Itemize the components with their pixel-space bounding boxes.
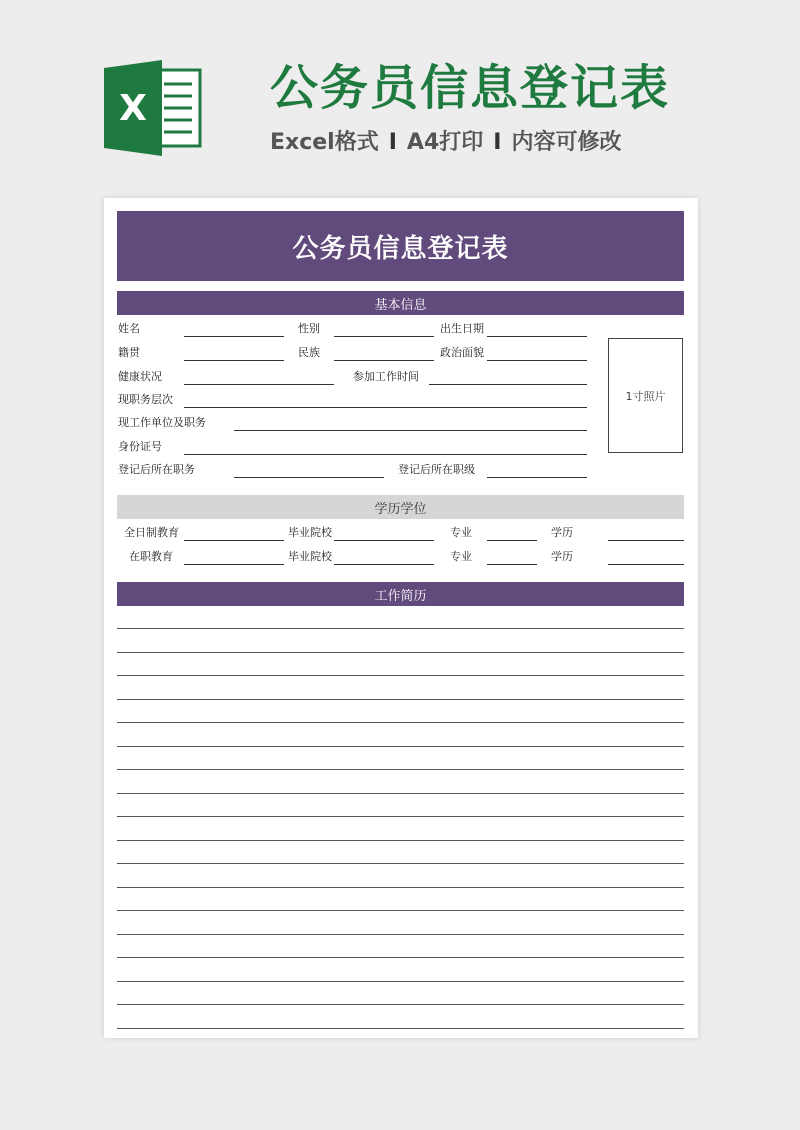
label-current-level: 现职务层次 — [118, 393, 173, 406]
label-name: 姓名 — [118, 322, 140, 335]
field-political[interactable] — [487, 360, 587, 361]
work-history-line[interactable] — [117, 1004, 684, 1005]
field-fulltime-school[interactable] — [334, 540, 434, 541]
label-health: 健康状况 — [118, 370, 162, 383]
label-ethnicity: 民族 — [298, 346, 320, 359]
page-title: 公务员信息登记表 — [270, 60, 671, 116]
work-history-line[interactable] — [117, 746, 684, 747]
label-work-start: 参加工作时间 — [353, 370, 419, 383]
field-onjob-degree[interactable] — [608, 564, 684, 565]
work-history-line[interactable] — [117, 840, 684, 841]
field-gender[interactable] — [334, 336, 434, 337]
subtitle-separator: I — [388, 130, 397, 155]
label-current-unit: 现工作单位及职务 — [118, 416, 206, 429]
field-reg-rank[interactable] — [487, 477, 587, 478]
field-ethnicity[interactable] — [334, 360, 434, 361]
field-name[interactable] — [184, 336, 284, 337]
section-education: 学历学位 — [117, 495, 684, 519]
form-title: 公务员信息登记表 — [117, 211, 684, 281]
work-history-line[interactable] — [117, 769, 684, 770]
subtitle-editable: 内容可修改 — [511, 130, 622, 155]
work-history-line[interactable] — [117, 863, 684, 864]
field-fulltime-edu[interactable] — [184, 540, 284, 541]
field-onjob-school[interactable] — [334, 564, 434, 565]
label-political: 政治面貌 — [440, 346, 484, 359]
label-onjob-school: 毕业院校 — [288, 550, 332, 563]
label-reg-rank: 登记后所在职级 — [398, 463, 475, 476]
work-history-line[interactable] — [117, 934, 684, 935]
work-history-line[interactable] — [117, 910, 684, 911]
work-history-line[interactable] — [117, 793, 684, 794]
field-birth[interactable] — [487, 336, 587, 337]
form-paper — [104, 198, 698, 1038]
section-work-history: 工作简历 — [117, 582, 684, 606]
label-id-number: 身份证号 — [118, 440, 162, 453]
label-onjob-major: 专业 — [450, 550, 472, 563]
field-onjob-major[interactable] — [487, 564, 537, 565]
field-native[interactable] — [184, 360, 284, 361]
label-fulltime-degree: 学历 — [551, 526, 573, 539]
label-onjob-edu: 在职教育 — [129, 550, 173, 563]
work-history-line[interactable] — [117, 652, 684, 653]
photo-label: 1寸照片 — [625, 389, 666, 403]
field-onjob-edu[interactable] — [184, 564, 284, 565]
work-history-line[interactable] — [117, 675, 684, 676]
label-onjob-degree: 学历 — [551, 550, 573, 563]
work-history-line[interactable] — [117, 981, 684, 982]
work-history-line[interactable] — [117, 887, 684, 888]
work-history-line[interactable] — [117, 816, 684, 817]
label-fulltime-school: 毕业院校 — [288, 526, 332, 539]
logo-letter: X — [119, 88, 147, 129]
label-native: 籍贯 — [118, 346, 140, 359]
subtitle-print: A4打印 — [406, 130, 484, 155]
section-basic-info: 基本信息 — [117, 291, 684, 315]
label-reg-post: 登记后所在职务 — [118, 463, 195, 476]
field-work-start[interactable] — [429, 384, 587, 385]
work-history-line[interactable] — [117, 628, 684, 629]
work-history-line[interactable] — [117, 957, 684, 958]
field-health[interactable] — [184, 384, 334, 385]
label-birth: 出生日期 — [440, 322, 484, 335]
field-fulltime-degree[interactable] — [608, 540, 684, 541]
subtitle-separator: I — [493, 130, 502, 155]
field-id-number[interactable] — [184, 454, 587, 455]
subtitle — [270, 126, 621, 160]
label-fulltime-edu: 全日制教育 — [124, 526, 179, 539]
field-current-unit[interactable] — [234, 430, 587, 431]
subtitle-format: Excel格式 — [270, 130, 379, 155]
work-history-line[interactable] — [117, 722, 684, 723]
field-reg-post[interactable] — [234, 477, 384, 478]
field-current-level[interactable] — [184, 407, 587, 408]
work-history-line[interactable] — [117, 699, 684, 700]
work-history-line[interactable] — [117, 1028, 684, 1029]
label-fulltime-major: 专业 — [450, 526, 472, 539]
excel-logo-icon — [104, 60, 204, 156]
label-gender: 性别 — [298, 322, 320, 335]
photo-box[interactable] — [608, 338, 683, 453]
field-fulltime-major[interactable] — [487, 540, 537, 541]
